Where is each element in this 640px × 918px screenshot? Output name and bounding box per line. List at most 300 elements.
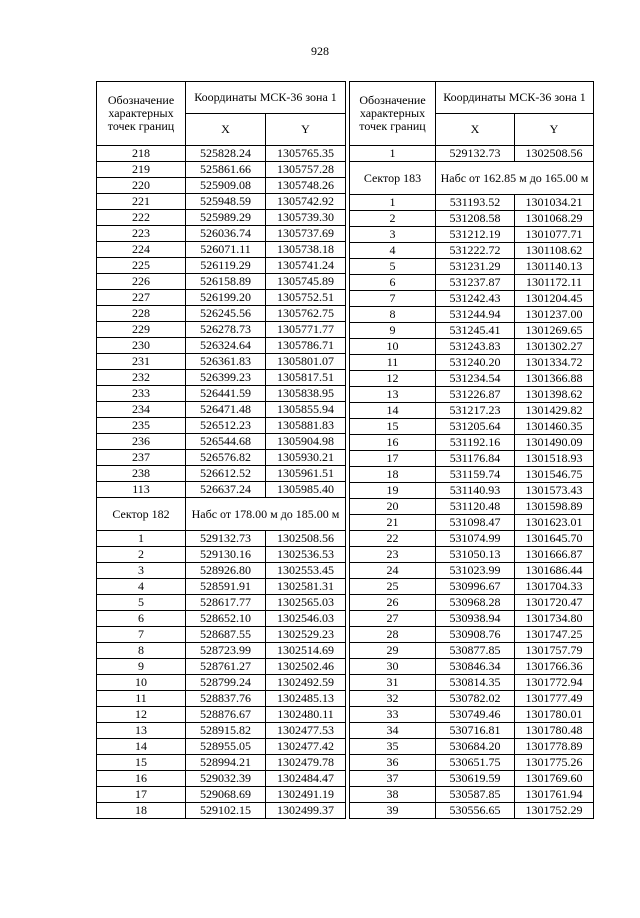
point-id: 7 [97,627,186,643]
coord-y: 1301772.94 [515,675,594,691]
coord-y: 1302477.42 [266,739,346,755]
coord-x: 530587.85 [436,787,515,803]
table-row [350,435,594,451]
coord-x: 526399.23 [186,370,266,386]
table-row [350,531,594,547]
coord-x: 531120.48 [436,499,515,515]
coord-y: 1301366.88 [515,371,594,387]
point-id: 26 [350,595,436,611]
point-id: 34 [350,723,436,739]
coord-x: 529068.69 [186,787,266,803]
coord-x: 531245.41 [436,323,515,339]
coord-x: 530908.76 [436,627,515,643]
coord-y: 1301747.25 [515,627,594,643]
coord-y: 1305741.24 [266,258,346,274]
coord-x: 531176.84 [436,451,515,467]
coord-y: 1301460.35 [515,419,594,435]
coord-x: 525828.24 [186,146,266,162]
coord-x: 528994.21 [186,755,266,771]
header-coords: Координаты МСК-36 зона 1 [436,82,594,114]
coord-x: 531192.16 [436,435,515,451]
coord-x: 526637.24 [186,482,266,498]
table-row [350,387,594,403]
point-id: 33 [350,707,436,723]
coord-x: 530968.28 [436,595,515,611]
coord-y: 1301780.48 [515,723,594,739]
header-y: Y [266,114,346,146]
table-row [97,563,346,579]
coord-y: 1301302.27 [515,339,594,355]
point-id: 30 [350,659,436,675]
point-id: 17 [350,451,436,467]
point-id: 12 [350,371,436,387]
coord-x: 530651.75 [436,755,515,771]
coord-y: 1301490.09 [515,435,594,451]
point-id: 27 [350,611,436,627]
table-row [350,467,594,483]
coord-y: 1305742.92 [266,194,346,210]
coord-y: 1302491.19 [266,787,346,803]
coord-x: 529032.39 [186,771,266,787]
coord-x: 529130.16 [186,547,266,563]
table-row [97,450,346,466]
coord-x: 531231.29 [436,259,515,275]
coord-x: 525948.59 [186,194,266,210]
point-id: 232 [97,370,186,386]
table-row [350,515,594,531]
point-id: 219 [97,162,186,178]
coord-x: 530782.02 [436,691,515,707]
table-row [97,370,346,386]
point-id: 234 [97,402,186,418]
coord-x: 531205.64 [436,419,515,435]
coord-x: 531208.58 [436,211,515,227]
coord-y: 1302529.23 [266,627,346,643]
coord-y: 1302479.78 [266,755,346,771]
coord-y: 1305904.98 [266,434,346,450]
table-row [350,595,594,611]
coord-y: 1305757.28 [266,162,346,178]
point-id: 229 [97,322,186,338]
table-row [97,595,346,611]
point-id: 15 [97,755,186,771]
point-id: 28 [350,627,436,643]
coord-x: 531234.54 [436,371,515,387]
table-row [97,723,346,739]
coord-y: 1302536.53 [266,547,346,563]
point-id: 25 [350,579,436,595]
table-row [97,194,346,210]
coord-x: 531140.93 [436,483,515,499]
table-row [97,274,346,290]
coord-y: 1301734.80 [515,611,594,627]
coord-y: 1301761.94 [515,787,594,803]
table-row [350,419,594,435]
point-id: 32 [350,691,436,707]
coord-y: 1305985.40 [266,482,346,498]
coord-x: 528955.05 [186,739,266,755]
coord-y: 1301334.72 [515,355,594,371]
table-row [350,755,594,771]
coord-y: 1305930.21 [266,450,346,466]
table-row [97,531,346,547]
table-row [350,499,594,515]
coord-y: 1301077.71 [515,227,594,243]
table-row [350,659,594,675]
point-id: 13 [350,387,436,403]
coord-y: 1301645.70 [515,531,594,547]
point-id: 6 [350,275,436,291]
coord-x: 531212.19 [436,227,515,243]
coord-y: 1302565.03 [266,595,346,611]
point-id: 9 [350,323,436,339]
point-id: 113 [97,482,186,498]
point-id: 222 [97,210,186,226]
header-y: Y [515,114,594,146]
header-designation: Обозначение характерных точек границ [97,82,186,146]
point-id: 5 [97,595,186,611]
point-id: 228 [97,306,186,322]
coord-y: 1301775.26 [515,755,594,771]
coord-y: 1305786.71 [266,338,346,354]
table-row [350,771,594,787]
point-id: 36 [350,755,436,771]
table-row [350,146,594,162]
point-id: 19 [350,483,436,499]
point-id: 24 [350,563,436,579]
table-row [350,563,594,579]
coord-y: 1302499.37 [266,803,346,819]
coord-y: 1301766.36 [515,659,594,675]
coord-x: 526544.68 [186,434,266,450]
coord-x: 528799.24 [186,675,266,691]
coord-x: 530619.59 [436,771,515,787]
table-row [97,627,346,643]
coord-y: 1301068.29 [515,211,594,227]
coord-y: 1301172.11 [515,275,594,291]
point-id: 18 [350,467,436,483]
coord-y: 1301769.60 [515,771,594,787]
coord-y: 1301686.44 [515,563,594,579]
point-id: 5 [350,259,436,275]
coord-y: 1302581.31 [266,579,346,595]
coord-y: 1302484.47 [266,771,346,787]
coord-x: 525989.29 [186,210,266,226]
table-row [97,402,346,418]
point-id: 37 [350,771,436,787]
table-row [97,771,346,787]
point-id: 9 [97,659,186,675]
point-id: 14 [350,403,436,419]
coord-y: 1305765.35 [266,146,346,162]
coord-x: 531159.74 [436,467,515,483]
coord-x: 528687.55 [186,627,266,643]
table-row [350,787,594,803]
table-row [97,755,346,771]
coord-x: 531023.99 [436,563,515,579]
coord-y: 1305817.51 [266,370,346,386]
point-id: 238 [97,466,186,482]
coord-y: 1305881.83 [266,418,346,434]
coord-y: 1305745.89 [266,274,346,290]
coord-x: 526245.56 [186,306,266,322]
coord-y: 1305801.07 [266,354,346,370]
table-row [350,307,594,323]
point-id: 29 [350,643,436,659]
coord-x: 528652.10 [186,611,266,627]
point-id: 1 [350,146,436,162]
table-row [97,482,346,498]
table-row [350,547,594,563]
coord-y: 1301108.62 [515,243,594,259]
table-row [97,643,346,659]
point-id: 235 [97,418,186,434]
coord-x: 530938.94 [436,611,515,627]
table-row [97,306,346,322]
page-number: 928 [311,44,329,58]
coord-x: 526199.20 [186,290,266,306]
point-id: 7 [350,291,436,307]
coord-x: 526512.23 [186,418,266,434]
point-id: 221 [97,194,186,210]
point-id: 38 [350,787,436,803]
coord-y: 1301598.89 [515,499,594,515]
coord-x: 526576.82 [186,450,266,466]
table-row [97,547,346,563]
table-row [350,739,594,755]
coord-x: 526324.64 [186,338,266,354]
coord-x: 529132.73 [186,531,266,547]
point-id: 226 [97,274,186,290]
coord-y: 1302508.56 [266,531,346,547]
table-row [350,691,594,707]
coord-y: 1305739.30 [266,210,346,226]
coord-x: 526361.83 [186,354,266,370]
table-row [350,339,594,355]
table-row [350,723,594,739]
coord-x: 525909.08 [186,178,266,194]
point-id: 8 [97,643,186,659]
table-row [350,707,594,723]
coord-y: 1301666.87 [515,547,594,563]
coord-y: 1301518.93 [515,451,594,467]
coord-y: 1301704.33 [515,579,594,595]
point-id: 4 [97,579,186,595]
coord-x: 531222.72 [436,243,515,259]
coord-x: 526158.89 [186,274,266,290]
point-id: 39 [350,803,436,819]
point-id: 35 [350,739,436,755]
coordinates-table-right [349,81,594,819]
coord-x: 526278.73 [186,322,266,338]
point-id: 8 [350,307,436,323]
sector-range: Набс от 178.00 м до 185.00 м [186,498,346,531]
point-id: 2 [97,547,186,563]
coord-x: 528915.82 [186,723,266,739]
point-id: 10 [97,675,186,691]
coord-x: 531240.20 [436,355,515,371]
table-row [97,242,346,258]
point-id: 31 [350,675,436,691]
table-row [97,803,346,819]
coord-x: 530684.20 [436,739,515,755]
coord-y: 1302480.11 [266,707,346,723]
table-row [97,178,346,194]
coord-y: 1305838.95 [266,386,346,402]
table-row [350,275,594,291]
header-designation: Обозначение характерных точек границ [350,82,436,146]
coord-y: 1301546.75 [515,467,594,483]
coord-y: 1301777.49 [515,691,594,707]
coord-x: 528723.99 [186,643,266,659]
coord-y: 1305855.94 [266,402,346,418]
coord-x: 531237.87 [436,275,515,291]
point-id: 6 [97,611,186,627]
point-id: 224 [97,242,186,258]
coord-x: 531074.99 [436,531,515,547]
table-row [350,643,594,659]
point-id: 1 [97,531,186,547]
table-row [350,803,594,819]
point-id: 20 [350,499,436,515]
point-id: 231 [97,354,186,370]
table-row [350,227,594,243]
point-id: 12 [97,707,186,723]
table-row [350,675,594,691]
coord-y: 1301237.00 [515,307,594,323]
point-id: 11 [350,355,436,371]
coord-y: 1302477.53 [266,723,346,739]
coord-y: 1301398.62 [515,387,594,403]
coord-x: 526071.11 [186,242,266,258]
coord-y: 1305762.75 [266,306,346,322]
table-row [97,162,346,178]
coord-x: 526441.59 [186,386,266,402]
coord-x: 530877.85 [436,643,515,659]
coord-y: 1301140.13 [515,259,594,275]
coord-y: 1301034.21 [515,195,594,211]
point-id: 17 [97,787,186,803]
coordinates-table-left [96,81,346,819]
sector-label: Сектор 183 [350,162,436,195]
coord-x: 526036.74 [186,226,266,242]
point-id: 1 [350,195,436,211]
coord-y: 1305771.77 [266,322,346,338]
coord-y: 1301204.45 [515,291,594,307]
coord-x: 530996.67 [436,579,515,595]
coord-x: 528761.27 [186,659,266,675]
coord-x: 530846.34 [436,659,515,675]
table-row [97,434,346,450]
coord-y: 1302508.56 [515,146,594,162]
point-id: 14 [97,739,186,755]
coord-x: 530814.35 [436,675,515,691]
coord-x: 531098.47 [436,515,515,531]
table-row [97,466,346,482]
coord-x: 531193.52 [436,195,515,211]
table-row [97,675,346,691]
coord-y: 1302485.13 [266,691,346,707]
coord-x: 531244.94 [436,307,515,323]
coord-y: 1301778.89 [515,739,594,755]
table-row [97,258,346,274]
table-row [350,211,594,227]
table-row [97,707,346,723]
coord-y: 1305752.51 [266,290,346,306]
table-row [97,386,346,402]
coord-x: 530749.46 [436,707,515,723]
table-row [350,195,594,211]
coord-x: 531243.83 [436,339,515,355]
point-id: 4 [350,243,436,259]
point-id: 13 [97,723,186,739]
point-id: 11 [97,691,186,707]
coord-x: 530716.81 [436,723,515,739]
table-row [350,243,594,259]
table-row [350,259,594,275]
coord-y: 1301780.01 [515,707,594,723]
coord-y: 1301573.43 [515,483,594,499]
table-row [97,691,346,707]
point-id: 22 [350,531,436,547]
table-row [97,611,346,627]
point-id: 2 [350,211,436,227]
point-id: 223 [97,226,186,242]
coord-y: 1302492.59 [266,675,346,691]
table-row [97,418,346,434]
coord-x: 531050.13 [436,547,515,563]
coord-x: 529132.73 [436,146,515,162]
table-row [350,323,594,339]
point-id: 16 [350,435,436,451]
table-row [350,451,594,467]
table-row [350,579,594,595]
coord-x: 528876.67 [186,707,266,723]
coord-x: 528617.77 [186,595,266,611]
coord-x: 526471.48 [186,402,266,418]
point-id: 18 [97,803,186,819]
point-id: 230 [97,338,186,354]
header-coords: Координаты МСК-36 зона 1 [186,82,346,114]
point-id: 3 [350,227,436,243]
table-row [97,354,346,370]
table-row [350,355,594,371]
table-row [97,659,346,675]
coord-x: 528837.76 [186,691,266,707]
sector-range: Набс от 162.85 м до 165.00 м [436,162,594,195]
coord-y: 1301269.65 [515,323,594,339]
header-x: X [186,114,266,146]
coord-y: 1302514.69 [266,643,346,659]
point-id: 225 [97,258,186,274]
coord-x: 528591.91 [186,579,266,595]
coord-x: 529102.15 [186,803,266,819]
point-id: 10 [350,339,436,355]
table-row [97,322,346,338]
point-id: 16 [97,771,186,787]
point-id: 236 [97,434,186,450]
point-id: 237 [97,450,186,466]
sector-label: Сектор 182 [97,498,186,531]
header-x: X [436,114,515,146]
coord-y: 1305961.51 [266,466,346,482]
table-row [350,627,594,643]
coord-y: 1301757.79 [515,643,594,659]
point-id: 233 [97,386,186,402]
coord-y: 1301720.47 [515,595,594,611]
point-id: 15 [350,419,436,435]
coord-y: 1302502.46 [266,659,346,675]
